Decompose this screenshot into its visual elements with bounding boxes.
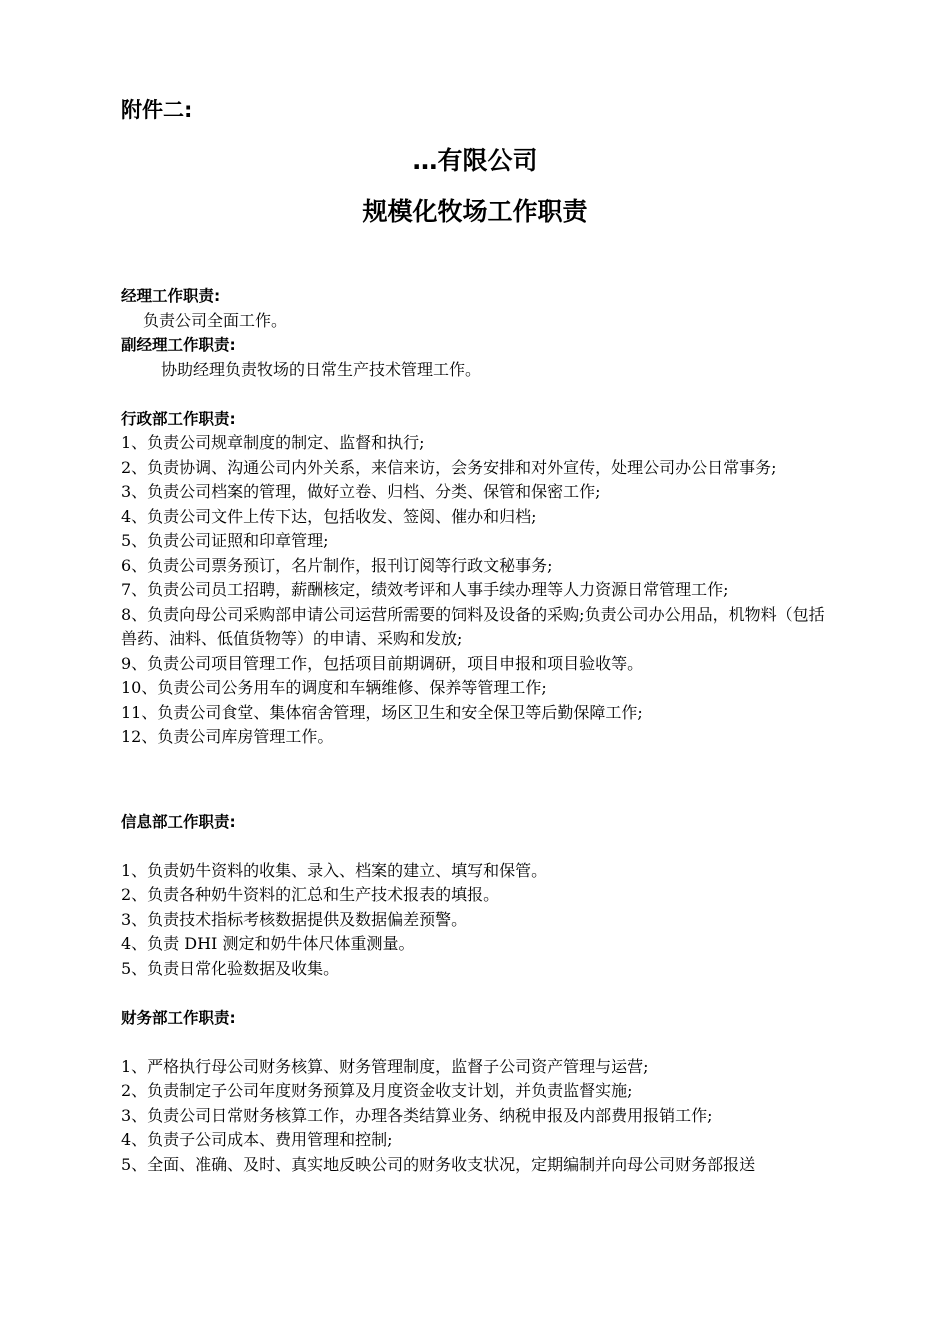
list-item: 1、严格执行母公司财务核算、财务管理制度，监督子公司资产管理与运营; (121, 1056, 649, 1076)
list-item: 5、负责日常化验数据及收集。 (121, 958, 340, 978)
info-heading: 信息部工作职责: (121, 812, 236, 831)
finance-heading: 财务部工作职责: (121, 1008, 236, 1027)
list-item: 3、负责公司日常财务核算工作，办理各类结算业务、纳税申报及内部费用报销工作; (121, 1105, 713, 1125)
deputy-manager-text: 协助经理负责牧场的日常生产技术管理工作。 (161, 359, 482, 379)
admin-duties-list (121, 431, 831, 750)
list-item: 2、负责协调、沟通公司内外关系，来信来访，会务安排和对外宣传，处理公司办公日常事务; (121, 457, 777, 477)
list-item: 2、负责制定子公司年度财务预算及月度资金收支计划，并负责监督实施; (121, 1081, 633, 1100)
manager-heading: 经理工作职责: (121, 287, 221, 305)
admin-heading: 行政部工作职责: (121, 409, 236, 428)
list-item: 4、负责 DHI 测定和奶牛体尺体重测量。 (121, 934, 415, 953)
list-item: 5、负责公司证照和印章管理; (121, 531, 329, 550)
list-item: 1、负责奶牛资料的收集、录入、档案的建立、填写和保管。 (121, 860, 548, 880)
list-item: 3、负责公司档案的管理，做好立卷、归档、分类、保管和保密工作; (121, 482, 601, 501)
manager-text: 负责公司全面工作。 (143, 310, 288, 330)
list-item: 10、负责公司公务用车的调度和车辆维修、保养等管理工作; (121, 678, 547, 697)
list-item: 6、负责公司票务预订，名片制作，报刊订阅等行政文秘事务; (121, 555, 553, 575)
document-title: 规模化牧场工作职责 (362, 197, 588, 226)
list-item: 9、负责公司项目管理工作，包括项目前期调研，项目申报和项目验收等。 (121, 653, 644, 673)
list-item: 8、负责向母公司采购部申请公司运营所需要的饲料及设备的采购;负责公司办公用品，机物料（包括兽药、油料、低值货物等）的申请、采购和发放; (121, 604, 825, 648)
list-item: 12、负责公司库房管理工作。 (121, 727, 334, 746)
list-item: 2、负责各种奶牛资料的汇总和生产技术报表的填报。 (121, 885, 500, 904)
list-item: 11、负责公司食堂、集体宿舍管理，场区卫生和安全保卫等后勤保障工作; (121, 702, 643, 722)
document-body (121, 284, 831, 1177)
list-item: 1、负责公司规章制度的制定、监督和执行; (121, 433, 425, 452)
list-item: 5、全面、准确、及时、真实地反映公司的财务收支状况，定期编制并向母公司财务部报送 (121, 1154, 756, 1174)
info-duties-list (121, 859, 831, 982)
attachment-label: 附件二: (121, 98, 193, 122)
list-item: 7、负责公司员工招聘，薪酬核定，绩效考评和人事手续办理等人力资源日常管理工作; (121, 580, 729, 599)
list-item: 4、负责子公司成本、费用管理和控制; (121, 1130, 393, 1149)
deputy-manager-heading: 副经理工作职责: (121, 336, 236, 354)
finance-duties-list (121, 1055, 831, 1178)
company-title: …有限公司 (412, 146, 538, 175)
list-item: 4、负责公司文件上传下达，包括收发、签阅、催办和归档; (121, 506, 537, 526)
list-item: 3、负责技术指标考核数据提供及数据偏差预警。 (121, 909, 468, 929)
